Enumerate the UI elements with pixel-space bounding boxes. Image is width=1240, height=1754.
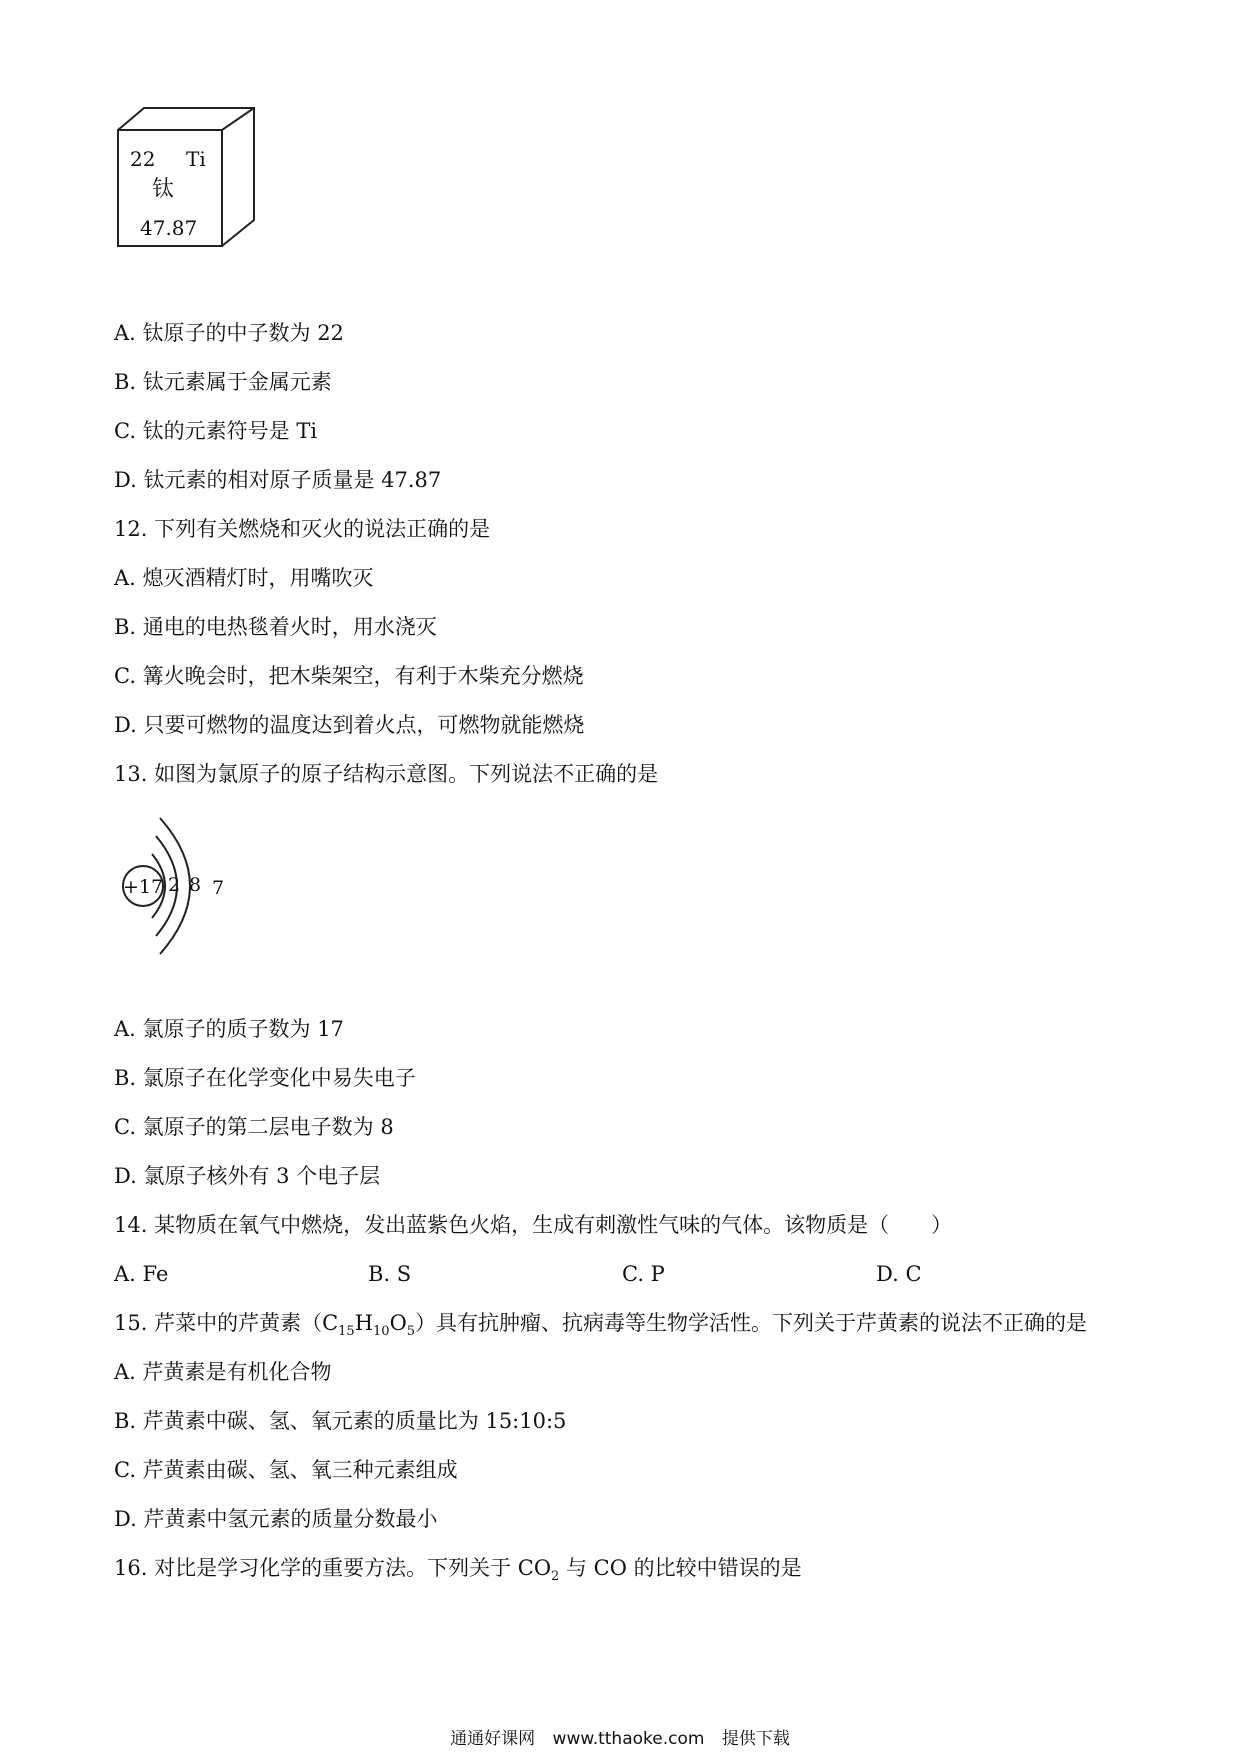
q12-option-c: C. 篝火晚会时，把木柴架空，有利于木柴充分燃烧 (114, 664, 584, 688)
q13-option-d: D. 氯原子核外有 3 个电子层 (114, 1164, 381, 1188)
tile-symbol: Ti (186, 147, 206, 171)
q15-option-d: D. 芹黄素中氢元素的质量分数最小 (114, 1507, 438, 1531)
tile-mass: 47.87 (140, 216, 198, 240)
q15-stem: 15. 芹菜中的芹黄素$(C_{15}H_{10}O_5)$具有抗肿瘤、抗病毒等生物学活性。下列关于芹黄素的说法不正确的是 (114, 1311, 1088, 1340)
q12-option-d: D. 只要可燃物的温度达到着火点，可燃物就能燃烧 (114, 713, 585, 737)
q13-option-c: C. 氯原子的第二层电子数为 8 (114, 1115, 394, 1139)
q14-option-b: B. S (368, 1262, 412, 1286)
q11-option-c: C. 钛的元素符号是 Ti (114, 419, 318, 443)
q12-option-b: B. 通电的电热毯着火时，用水浇灭 (114, 615, 437, 639)
q12-option-a: A. 熄灭酒精灯时，用嘴吹灭 (114, 566, 374, 590)
q16-stem: 16. 对比是学习化学的重要方法。下列关于 $CO_2$ 与 CO 的比较中错误的是 (114, 1556, 802, 1585)
q14-option-a: A. Fe (114, 1262, 169, 1286)
footer-note: 提供下载 (721, 1729, 790, 1749)
chlorine-atom-diagram (112, 806, 232, 962)
footer-site-name: 通通好课网 (450, 1729, 536, 1749)
q14-option-c: C. P (622, 1262, 665, 1286)
q14-stem: 14. 某物质在氧气中燃烧，发出蓝紫色火焰，生成有刺激性气味的气体。该物质是（ ） (114, 1213, 953, 1237)
nucleus-charge: +17 (122, 876, 164, 898)
tile-name: 钛 (152, 177, 175, 202)
element-tile-diagram (108, 104, 268, 254)
shell-2-electrons: 8 (188, 874, 202, 896)
shell-3-electrons: 7 (211, 877, 225, 899)
q15-option-a: A. 芹黄素是有机化合物 (114, 1360, 332, 1384)
q15-option-b: B. 芹黄素中碳、氢、氧元素的质量比为 15:10:5 (114, 1409, 567, 1433)
q13-stem: 13. 如图为氯原子的原子结构示意图。下列说法不正确的是 (114, 762, 659, 786)
shell-1-electrons: 2 (167, 874, 181, 896)
tile-atomic-number: 22 (130, 147, 156, 171)
q13-option-a: A. 氯原子的质子数为 17 (114, 1017, 344, 1041)
page-footer (0, 1724, 1240, 1749)
q11-option-a: A. 钛原子的中子数为 22 (114, 321, 344, 345)
q14-option-d: D. C (876, 1262, 922, 1286)
q15-option-c: C. 芹黄素由碳、氢、氧三种元素组成 (114, 1458, 458, 1482)
q11-option-d: D. 钛元素的相对原子质量是 47.87 (114, 468, 442, 492)
q13-option-b: B. 氯原子在化学变化中易失电子 (114, 1066, 416, 1090)
q12-stem: 12. 下列有关燃烧和灭火的说法正确的是 (114, 517, 491, 541)
q11-option-b: B. 钛元素属于金属元素 (114, 370, 332, 394)
footer-url[interactable]: www.tthaoke.com (552, 1729, 705, 1749)
